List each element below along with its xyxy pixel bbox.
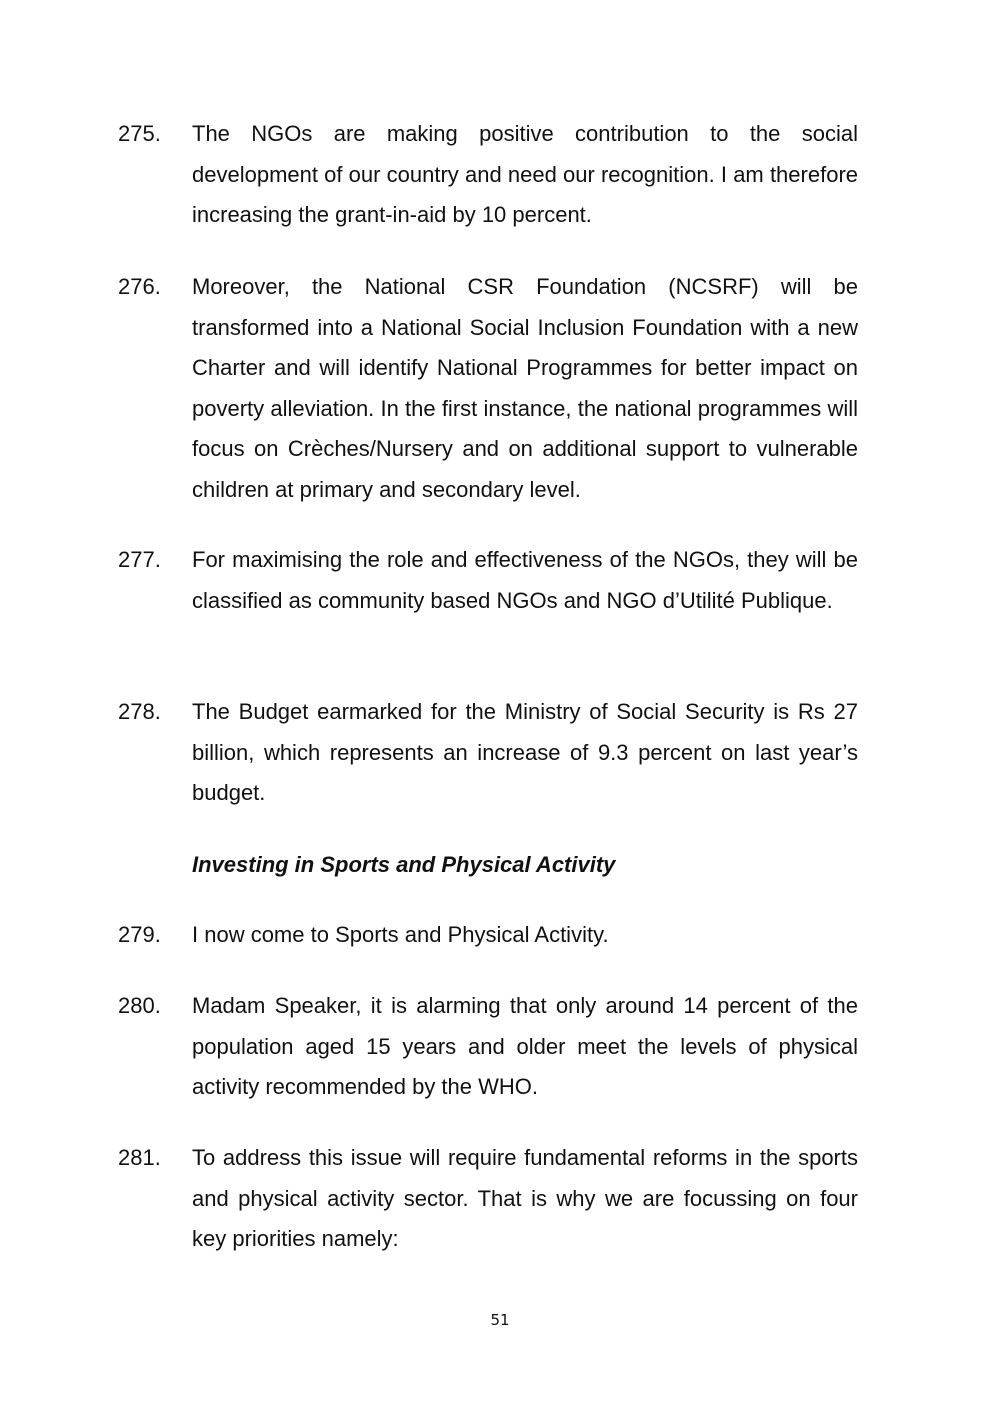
- paragraph-text: To address this issue will require fundamental reforms in the sports and physical activity sector. That is why we are focussing on four key priorities namely:: [192, 1145, 858, 1251]
- paragraph-276: [118, 267, 860, 510]
- paragraph-275: [118, 114, 860, 236]
- paragraph-278: [118, 692, 860, 814]
- paragraph-281: [118, 1138, 860, 1260]
- paragraph-277: [118, 540, 860, 621]
- paragraph-number: 277.: [118, 547, 161, 572]
- paragraph-text: For maximising the role and effectiveness of the NGOs, they will be classified as community based NGOs and NGO d’Utilité Publique.: [192, 547, 858, 613]
- section-heading: Investing in Sports and Physical Activity: [192, 852, 616, 877]
- paragraph-text: The NGOs are making positive contribution to the social development of our country and need our recognition. I am therefore increasing the grant-in-aid by 10 percent.: [192, 121, 858, 227]
- paragraph-number: 276.: [118, 274, 161, 299]
- paragraph-280: [118, 986, 860, 1108]
- paragraph-text: Madam Speaker, it is alarming that only around 14 percent of the population aged 15 years and older meet the levels of physical activity recommended by the WHO.: [192, 993, 858, 1099]
- paragraph-number: 280.: [118, 993, 161, 1018]
- paragraph-text: Moreover, the National CSR Foundation (NCSRF) will be transformed into a National Social Inclusion Foundation with a new Charter and will identify National Programmes for better impact on poverty alleviation. In the first instance, the national programmes will focus on Crèches/Nursery and on additional support to vulnerable children at primary and secondary level.: [192, 274, 858, 502]
- paragraph-number: 278.: [118, 699, 161, 724]
- paragraph-text: The Budget earmarked for the Ministry of Social Security is Rs 27 billion, which represents an increase of 9.3 percent on last year’s budget.: [192, 699, 858, 805]
- paragraph-number: 275.: [118, 121, 161, 146]
- paragraph-279: [118, 915, 860, 956]
- paragraph-text: I now come to Sports and Physical Activity.: [192, 922, 609, 947]
- paragraph-number: 279.: [118, 922, 161, 947]
- page-number: 51: [490, 1311, 510, 1329]
- paragraph-number: 281.: [118, 1145, 161, 1170]
